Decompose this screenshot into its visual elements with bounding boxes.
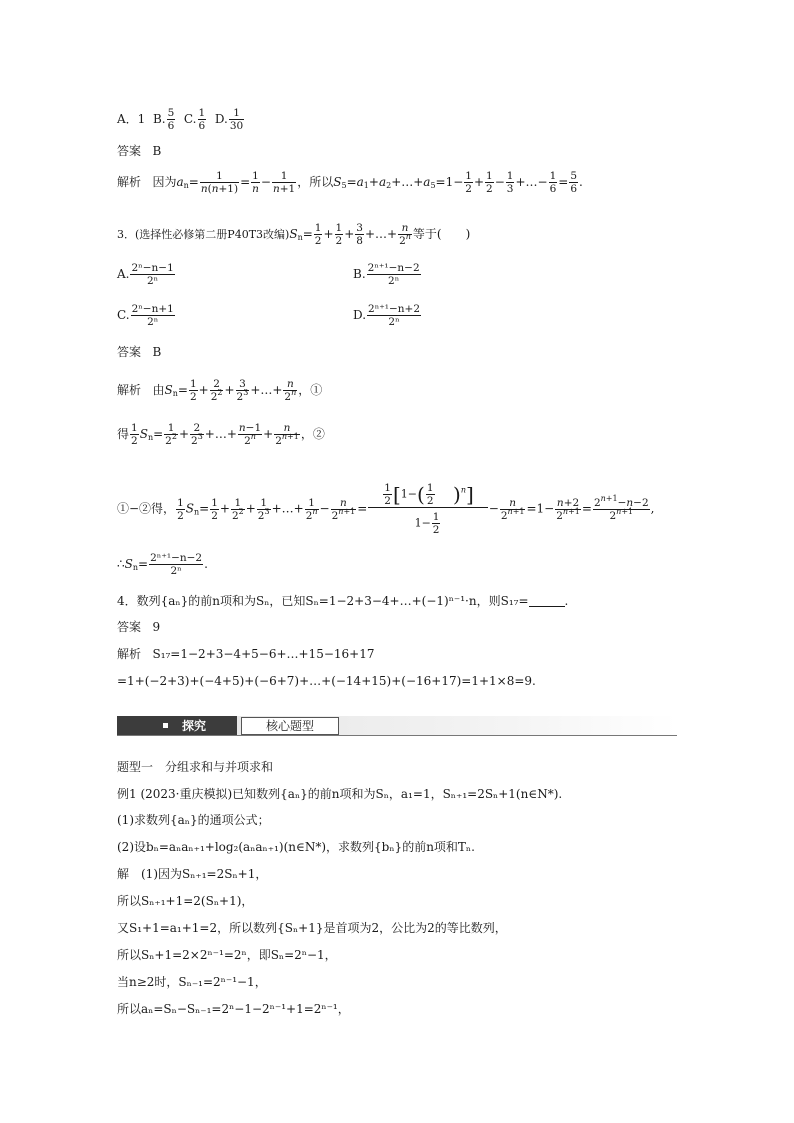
- banner-light: 核心题型: [241, 717, 339, 735]
- frac-num: 1: [486, 170, 493, 182]
- step-mark: ，①: [298, 383, 323, 397]
- frac: [367, 303, 421, 328]
- frac: [176, 497, 185, 522]
- frac-num: 2: [210, 378, 224, 391]
- frac-den: 2: [177, 509, 184, 522]
- choice-d-frac: [229, 107, 244, 132]
- analysis-text: =1+(−2+3)+(−4+5)+(−6+7)+…+(−14+15)+(−16+17)=1+1×8=9.: [117, 674, 536, 688]
- q4-text: 4．数列{aₙ}的前n项和为Sₙ，已知Sₙ=1−2+3−4+…+(−1)ⁿ⁻¹·n，则S₁₇=: [117, 594, 529, 608]
- choice-b-frac: [167, 107, 176, 132]
- frac-den: 6: [549, 183, 557, 195]
- part-text: (1)求数列{aₙ}的通项公式；: [117, 813, 270, 827]
- frac-num: n: [283, 378, 297, 391]
- frac-den: $2^{n+1}$: [556, 506, 580, 522]
- frac: [257, 497, 271, 522]
- frac-num: $\frac{1}{2}$ [1−( $\frac{1}{2}$ )$^n$]: [368, 482, 487, 508]
- frac: [274, 422, 300, 447]
- frac: [485, 170, 494, 195]
- frac-den: 2ⁿ: [147, 275, 159, 287]
- choice-c-label: C.: [183, 112, 197, 126]
- q3-stem: 3．(选择性必修第二册P40T3改编)$S_n=$ $\frac{1}{2}$ + $\frac{1}{2}$ + $\frac{3}{8}$ +…+ $\frac{n}{2^n}$ 等于( ): [117, 222, 471, 247]
- frac-num: 1: [177, 496, 184, 509]
- frac-num: n: [500, 497, 526, 510]
- q3-conclusion: $\therefore S_n=$ $\frac{\text{2ⁿ⁺¹−n−2}}{\text{2ⁿ}}$ .: [117, 552, 208, 577]
- frac: [236, 378, 250, 403]
- frac: [283, 378, 297, 403]
- example-text: 例1 (2023·重庆模拟)已知数列{aₙ}的前n项和为Sₙ，a₁=1，Sₙ₊₁=2Sₙ+1(n∈N*).: [117, 787, 563, 801]
- answer-value: B: [152, 345, 162, 359]
- analysis-label: 解析: [117, 175, 142, 189]
- choice-b-label: B.: [152, 112, 166, 126]
- analysis-text: S₁₇=1−2+3−4+5−6+…+15−16+17: [152, 647, 375, 661]
- frac-num: 1: [252, 170, 259, 182]
- so-text: ，所以: [297, 175, 334, 189]
- frac-den: 3: [506, 183, 514, 195]
- frac: [398, 222, 412, 247]
- frac-den: 2ⁿ: [170, 565, 182, 577]
- answer-label: 答案: [117, 144, 142, 158]
- frac-den: $2^3$: [191, 432, 203, 447]
- analysis-label: 解析: [117, 383, 142, 397]
- frac-den: 2$^n$: [305, 506, 318, 522]
- frac-num: 1: [305, 497, 319, 510]
- frac: [367, 262, 421, 287]
- frac: [593, 493, 650, 522]
- frac: [426, 482, 435, 507]
- q3-step1: 解析 由$S_n=$ $\frac{1}{2}$ + $\frac{2}{2^2}$ + $\frac{3}{2^3}$ +…+ $\frac{n}{2^n}$ ，①: [117, 378, 323, 403]
- frac-num: 1: [465, 170, 472, 182]
- step-mark: ，②: [300, 427, 325, 441]
- frac-num: 1: [229, 107, 244, 120]
- frac-den: $2^{n+1}$: [331, 506, 356, 522]
- part-text: (2)设bₙ=aₙaₙ₊₁+log₂(aₙaₙ₊₁)(n∈N*)，求数列{bₙ}的前n项和Tₙ.: [117, 840, 475, 854]
- q3-suffix: 等于( ): [412, 227, 471, 241]
- frac: [464, 170, 473, 195]
- solution-6: [117, 1001, 350, 1017]
- q3-option-a: [117, 262, 176, 287]
- frac-den: $2^3$: [257, 506, 270, 522]
- frac-num: 2ⁿ⁺¹−n+2: [368, 303, 421, 315]
- frac-den: 6: [570, 183, 578, 195]
- frac-den: 2: [314, 235, 322, 247]
- solution-2: [117, 893, 253, 909]
- frac-num: $2^{n+1}-n-2$: [593, 493, 649, 509]
- frac-den: 2ⁿ: [147, 316, 159, 328]
- frac-den: 2$^n$: [399, 232, 411, 247]
- option-label: C.: [117, 308, 130, 322]
- frac: [549, 170, 558, 195]
- frac-den: 2ⁿ: [388, 275, 400, 287]
- frac-den: 2ⁿ: [388, 316, 400, 328]
- frac-num: n: [274, 422, 300, 435]
- frac-num: 1: [198, 107, 206, 119]
- frac-num: 3: [356, 222, 363, 234]
- frac-den: 2: [189, 391, 197, 403]
- frac-num: 1: [335, 222, 343, 234]
- choice-a: A．1: [117, 112, 146, 126]
- big-frac: [368, 482, 487, 536]
- solution-text: 当n≥2时，Sₙ₋₁=2ⁿ⁻¹−1，: [117, 975, 267, 989]
- option-label: D.: [353, 308, 367, 322]
- frac-num: 1: [200, 170, 239, 183]
- frac: [569, 170, 578, 195]
- frac-den: 2: [384, 495, 391, 507]
- frac-num: n: [398, 222, 412, 235]
- frac: [190, 422, 204, 447]
- frac-num: 1: [211, 496, 218, 509]
- frac: [506, 170, 515, 195]
- frac-den: $2^2$: [210, 388, 223, 403]
- frac: [555, 497, 581, 522]
- frac-den: 2$^n$: [284, 388, 297, 403]
- section-title-text: 题型一 分组求和与并项求和: [117, 760, 274, 774]
- frac-num: n: [331, 497, 357, 510]
- answer-label: 答案: [117, 345, 142, 359]
- frac-num: 1: [432, 511, 440, 523]
- frac-den: 6: [167, 120, 175, 132]
- frac: [238, 422, 262, 447]
- frac-num: 1: [549, 170, 557, 182]
- frac-den: $2^{n+1}$: [275, 432, 299, 447]
- frac-den: n: [252, 183, 259, 195]
- frac-den: $2^{n+1}$: [500, 506, 525, 522]
- frac-num: n−1: [238, 422, 262, 434]
- frac-num: 5: [167, 107, 175, 119]
- choice-c-frac: [198, 107, 207, 132]
- frac-den: 2: [465, 183, 472, 195]
- frac: [231, 497, 245, 522]
- choice-d-label: D.: [214, 112, 228, 126]
- frac-num: 2ⁿ−n+1: [131, 303, 174, 315]
- solution-1: [117, 866, 267, 882]
- frac: [251, 170, 260, 195]
- because-text: 因为: [152, 175, 177, 189]
- analysis-label: 解析: [117, 647, 142, 661]
- frac-den: $2^2$: [165, 432, 177, 447]
- part-2: [117, 839, 475, 855]
- solution-text: 又S₁+1=a₁+1=2，所以数列{Sₙ+1}是首项为2，公比为2的等比数列，: [117, 921, 507, 935]
- frac-den: 2: [486, 183, 493, 195]
- frac-den: 2: [426, 495, 434, 507]
- prev-choices: [117, 107, 245, 132]
- q2-analysis: 解析 因为$a_n=$ $\frac{1}{n(n+1)}$ = $\frac{1}{n}$ − $\frac{1}{n+1}$ ，所以$S_5=a_1+a_2+\dots+a_5=1-$ $\frac{1}{2}$ + $\frac{1}{2}$ − $\frac{1}{3}$ +…− $\frac{1}{6}$ = $\frac{5}{6}$ .: [117, 170, 583, 195]
- frac: [335, 222, 344, 247]
- step-prefix: 由: [152, 383, 165, 397]
- frac: [130, 262, 174, 287]
- frac-num: 2: [190, 422, 204, 435]
- frac-den: 8: [356, 235, 363, 247]
- frac-den: n(n+1): [200, 183, 239, 195]
- solution-text: 所以aₙ=Sₙ−Sₙ₋₁=2ⁿ−1−2ⁿ⁻¹+1=2ⁿ⁻¹，: [117, 1002, 350, 1016]
- frac-num: 1: [164, 422, 178, 435]
- frac: [131, 303, 175, 328]
- frac-num: 2ⁿ−n−1: [131, 262, 174, 274]
- frac-den: $2^3$: [236, 388, 249, 403]
- frac-den: 6: [198, 120, 206, 132]
- banner-dark-label: 探究: [182, 719, 207, 733]
- solution-text: 所以Sₙ+1=2×2ⁿ⁻¹=2ⁿ，即Sₙ=2ⁿ−1，: [117, 948, 337, 962]
- frac-den: 1− $\frac{1}{2}$: [414, 511, 440, 536]
- solution-text: 解 (1)因为Sₙ₊₁=2Sₙ+1，: [117, 867, 268, 881]
- section-banner: [117, 716, 677, 736]
- frac-num: 1: [384, 482, 391, 494]
- frac-den: 2: [335, 235, 343, 247]
- frac-den: 2$^n$: [244, 432, 256, 447]
- frac: [210, 378, 224, 403]
- step-prefix: ①−②得，: [117, 501, 176, 516]
- frac-den: $2^2$: [231, 506, 244, 522]
- q4-end: .: [564, 594, 569, 608]
- answer-value: 9: [152, 620, 161, 634]
- solution-text: 所以Sₙ₊₁+1=2(Sₙ+1)，: [117, 894, 254, 908]
- therefore-symbol: ∴: [117, 557, 125, 571]
- frac-num: 1: [231, 497, 245, 510]
- frac-num: 3: [236, 378, 250, 391]
- square-icon: [163, 723, 168, 728]
- frac-den: 2: [211, 509, 218, 522]
- frac-num: 1: [131, 422, 138, 434]
- step-prefix: 得: [117, 427, 130, 441]
- frac-num: 5: [570, 170, 578, 182]
- section-title: [117, 759, 273, 775]
- frac: [432, 511, 441, 536]
- q3-option-b: [353, 262, 422, 287]
- frac-den: 30: [229, 120, 244, 132]
- option-label: A.: [117, 267, 130, 281]
- solution-4: [117, 947, 337, 963]
- frac: [383, 482, 392, 507]
- frac: [331, 497, 357, 522]
- solution-3: [117, 920, 507, 936]
- q3-answer: [117, 344, 161, 360]
- banner-rule: [117, 735, 677, 736]
- answer-blank[interactable]: [529, 594, 565, 607]
- part-1: [117, 812, 270, 828]
- frac: [130, 422, 139, 447]
- frac-num: 2ⁿ⁺¹−n−2: [367, 262, 420, 274]
- frac: [200, 170, 239, 195]
- answer-value: B: [152, 144, 162, 158]
- q4-analysis-1: [117, 646, 374, 662]
- q4-analysis-2: [117, 673, 536, 689]
- q4-stem: [117, 593, 568, 609]
- q3-prefix: 3．(选择性必修第二册P40T3改编): [117, 228, 290, 241]
- frac: [189, 378, 198, 403]
- frac-num: 1: [506, 170, 514, 182]
- q3-option-c: [117, 303, 176, 328]
- q4-answer: [117, 619, 160, 635]
- q3-step3: ①−②得， $\frac{1}{2}$ $S_n=$ $\frac{1}{2}$ + $\frac{1}{2^2}$ + $\frac{1}{2^3}$ +…+ $\frac{1}{2^n}$ − $\frac{n}{2^{n+1}}$ = $\frac{1}{2}$ [1−( $\frac{1}{2}$ )$^n$] 1− $\frac{1}{2}$ − $\frac{n}{2^{n+1}}$ =1− $\frac{n+2}{2^{n+1}}$ = $\frac{2^{n+1}-n-2}{2^{n+1}}$ ,: [117, 482, 655, 536]
- frac-den: 2: [131, 435, 138, 447]
- frac-num: 1: [257, 497, 271, 510]
- frac: [305, 497, 319, 522]
- q3-step2: 得 $\frac{1}{2}$ $S_n=$ $\frac{1}{2^2}$ + $\frac{2}{2^3}$ +…+ $\frac{n-1}{2^n}$ + $\frac{n}{2^{n+1}}$ ，②: [117, 422, 325, 447]
- solution-5: [117, 974, 267, 990]
- example-stem: [117, 786, 562, 802]
- frac-den: n+1: [272, 183, 296, 195]
- q3-option-d: [353, 303, 422, 328]
- frac: [500, 497, 526, 522]
- q2-answer: [117, 143, 161, 159]
- frac: [149, 552, 203, 577]
- frac: [355, 222, 364, 247]
- frac: [272, 170, 296, 195]
- frac-num: 2ⁿ⁺¹−n−2: [150, 552, 203, 564]
- frac-num: 1: [272, 170, 296, 183]
- frac: [210, 497, 219, 522]
- answer-label: 答案: [117, 620, 142, 634]
- frac-num: n+2: [556, 496, 580, 509]
- frac-num: 1: [426, 482, 434, 494]
- banner-dark: [117, 716, 237, 736]
- frac: [314, 222, 323, 247]
- frac-den: $2^{n+1}$: [609, 506, 634, 522]
- option-label: B.: [353, 267, 366, 281]
- frac-num: 1: [314, 222, 322, 234]
- frac-den: 2: [432, 524, 440, 536]
- frac: [164, 422, 178, 447]
- frac-num: 1: [189, 378, 197, 390]
